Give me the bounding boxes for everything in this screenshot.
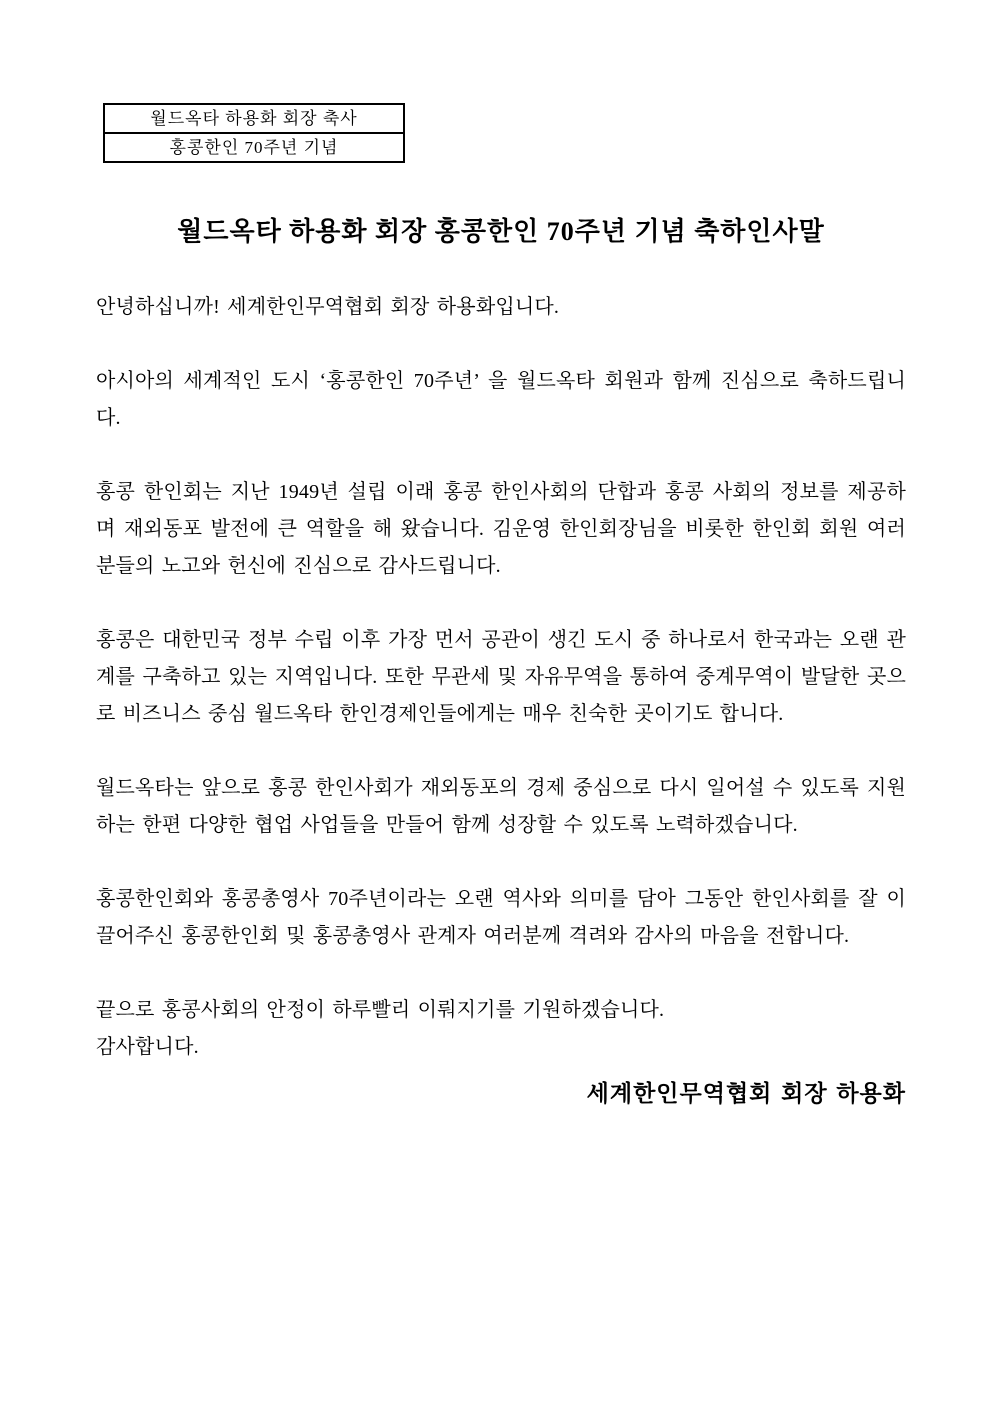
paragraph-congratulation: 아시아의 세계적인 도시 ‘홍콩한인 70주년’ 을 월드옥타 회원과 함께 진심으로 축하드립니다. <box>96 370 906 429</box>
paragraph-hongkong-relations: 홍콩은 대한민국 정부 수립 이후 가장 먼서 공관이 생긴 도시 중 하나로서 한국과는 오랜 관계를 구축하고 있는 지역입니다. 또한 무관세 및 자유무역을 통하여 중계무역이 발달한 곳으로 비즈니스 중심 월드옥타 한인경제인들에게는 매우 친숙한 곳이기도 합니다. <box>96 629 906 725</box>
header-box-line-2: 홍콩한인 70주년 기념 <box>169 138 339 157</box>
paragraph-history: 홍콩 한인회는 지난 1949년 설립 이래 홍콩 한인사회의 단합과 홍콩 사회의 정보를 제공하며 재외동포 발전에 큰 역할을 해 왔습니다. 김운영 한인회장님을 비롯한 한인회 회원 여러분들의 노고와 헌신에 진심으로 감사드립니다. <box>96 481 906 577</box>
closing-lines <box>96 992 906 1066</box>
closing-line-wish: 끝으로 홍콩사회의 안정이 하루빨리 이뤄지기를 기원하겠습니다. <box>96 999 665 1021</box>
header-box-line-1: 월드옥타 하용화 회장 축사 <box>105 105 403 134</box>
document-title: 월드옥타 하용화 회장 홍콩한인 70주년 기념 축하인사말 <box>177 217 825 246</box>
paragraph-okta-support: 월드옥타는 앞으로 홍콩 한인사회가 재외동포의 경제 중심으로 다시 일어설 수 있도록 지원하는 한편 다양한 협업 사업들을 만들어 함께 성장할 수 있도록 노력하겠습니다. <box>96 777 906 836</box>
paragraph-greeting: 안녕하십니까! 세계한인무역협회 회장 하용화입니다. <box>96 296 560 318</box>
header-box <box>103 103 405 163</box>
paragraph-appreciation: 홍콩한인회와 홍콩총영사 70주년이라는 오랜 역사와 의미를 담아 그동안 한인사회를 잘 이끌어주신 홍콩한인회 및 홍콩총영사 관계자 여러분께 격려와 감사의 마음을 전합니다. <box>96 888 906 947</box>
closing-line-thanks: 감사합니다. <box>96 1036 199 1058</box>
signature: 세계한인무역협회 회장 하용화 <box>586 1081 906 1106</box>
document-body <box>96 289 906 1114</box>
